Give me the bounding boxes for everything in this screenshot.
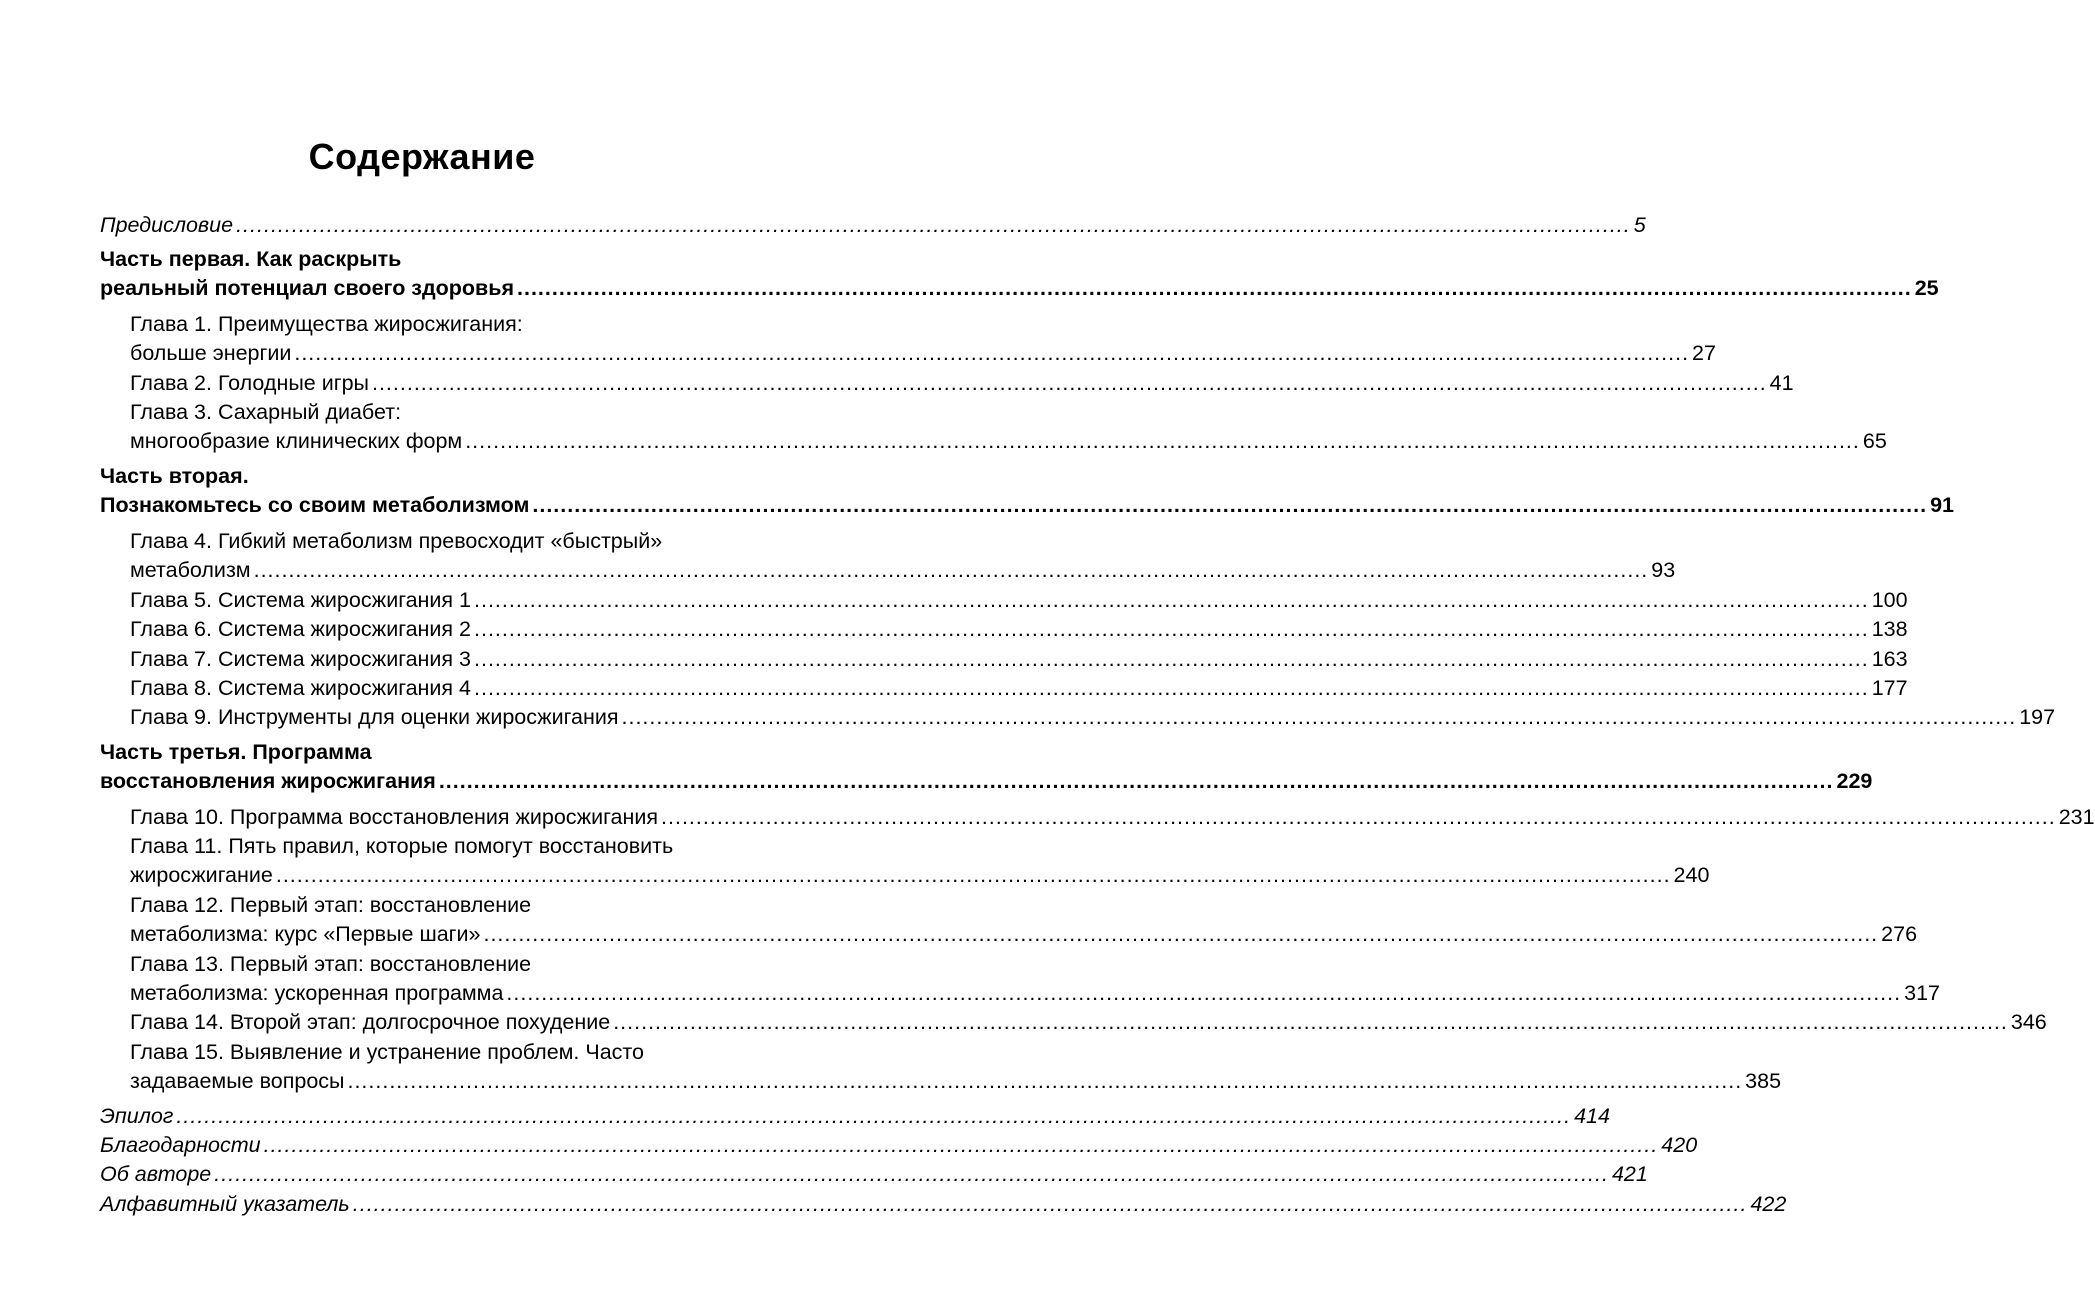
toc-entry-title: Глава 15. Выявление и устранение проблем. Часто (130, 1039, 644, 1064)
toc-page-number: 177 (1871, 676, 1908, 700)
toc-line (130, 803, 2095, 832)
toc-entry-title: Глава 11. Пять правил, которые помогут восстановить (130, 834, 674, 858)
toc-entry-title: реальный потенциал своего здоровья (100, 276, 515, 301)
dot-leader: ........................................................................................................................................................................................................ (506, 980, 1902, 1005)
dot-leader: ........................................................................................................................................................................................................ (438, 768, 1834, 793)
toc-page-number: 229 (1836, 768, 1873, 793)
toc-entry-title: Глава 4. Гибкий метаболизм превосходит «быстрый» (130, 529, 663, 553)
toc-entry-chapter (130, 891, 1918, 949)
toc-entry-title: Глава 14. Второй этап: долгосрочное похудение (130, 1010, 611, 1035)
toc-entry-title: многообразие клинических форм (130, 429, 463, 454)
toc-line (130, 645, 1908, 674)
dot-leader: ........................................................................................................................................................................................................ (176, 1103, 1572, 1128)
dot-leader: ........................................................................................................................................................................................................ (465, 429, 1860, 454)
dot-leader: ........................................................................................................................................................................................................ (294, 341, 1690, 366)
toc-line (130, 891, 771, 920)
toc-page-number: 91 (1930, 493, 1954, 518)
toc-line (130, 674, 1908, 703)
toc-entry-front (100, 211, 1646, 240)
toc-line (100, 738, 771, 767)
toc-line (130, 920, 1918, 949)
toc-line (130, 1008, 2047, 1037)
toc-entry-chapter (130, 674, 1908, 703)
toc-line (130, 1067, 1782, 1096)
toc-line (130, 979, 1940, 1008)
toc-line (130, 586, 1908, 615)
toc-line (100, 274, 1939, 303)
toc-entry-title: Глава 12. Первый этап: восстановление (130, 892, 532, 917)
dot-leader: ........................................................................................................................................................................................................ (474, 646, 1869, 671)
toc-entry-front (100, 1190, 1787, 1219)
toc-entry-chapter (130, 398, 1887, 456)
toc-page-number: 27 (1692, 341, 1716, 366)
toc-entry-title: Глава 7. Система жиросжигания 3 (130, 646, 471, 671)
toc-line (130, 615, 1908, 644)
toc-line (130, 427, 1887, 456)
toc-page-number: 41 (1769, 371, 1794, 395)
toc-entry-title: Глава 10. Программа восстановления жиросжигания (130, 804, 659, 829)
toc-entry-title: Часть вторая. (100, 464, 249, 489)
toc-page-number: 93 (1651, 558, 1676, 582)
dot-leader: ........................................................................................................................................................................................................ (253, 558, 1649, 582)
dot-leader: ........................................................................................................................................................................................................ (517, 276, 1912, 301)
dot-leader: ........................................................................................................................................................................................................ (347, 1068, 1743, 1093)
toc-entry-part (100, 738, 1873, 796)
toc-page-number: 276 (1881, 921, 1918, 946)
toc-entry-chapter (130, 615, 1908, 644)
toc-entry-title: Глава 1. Преимущества жиросжигания: (130, 312, 523, 337)
toc-page-number: 414 (1574, 1103, 1610, 1128)
toc-line (130, 527, 771, 556)
toc-page-number: 65 (1862, 429, 1887, 454)
toc-entry-front (100, 1102, 1610, 1131)
toc-entry-title: Глава 13. Первый этап: восстановление (130, 951, 532, 976)
dot-leader: ........................................................................................................................................................................................................ (483, 921, 1879, 946)
toc-page-number: 240 (1673, 863, 1710, 887)
dot-leader: ........................................................................................................................................................................................................ (532, 493, 1928, 518)
toc-page-number: 385 (1745, 1068, 1782, 1093)
toc-entry-title: Глава 8. Система жиросжигания 4 (130, 676, 471, 700)
toc-entry-title: Глава 2. Голодные игры (130, 371, 369, 395)
toc-entry-title: Часть первая. Как раскрыть (100, 247, 402, 272)
toc-line (100, 462, 771, 491)
toc-entry-chapter (130, 832, 1710, 890)
toc-page-number: 420 (1661, 1133, 1698, 1157)
toc-entry-chapter (130, 645, 1908, 674)
dot-leader: ........................................................................................................................................................................................................ (474, 587, 1869, 612)
toc-entry-front (100, 1131, 1698, 1160)
toc-page-number: 422 (1750, 1191, 1787, 1216)
toc-entry-title: Глава 5. Система жиросжигания 1 (130, 587, 471, 612)
toc-entry-chapter (130, 1008, 2047, 1037)
toc-entry-chapter (130, 803, 2095, 832)
toc-page-number: 163 (1871, 646, 1908, 671)
toc-line (130, 832, 771, 861)
dot-leader: ........................................................................................................................................................................................................ (214, 1162, 1609, 1187)
toc-line (100, 1131, 1698, 1160)
toc-line (100, 491, 1954, 520)
dot-leader: ........................................................................................................................................................................................................ (621, 705, 2017, 730)
toc-line (130, 369, 1794, 398)
toc-entry-part (100, 245, 1939, 303)
dot-leader: ........................................................................................................................................................................................................ (352, 1191, 1748, 1216)
toc-entry-title: жиросжигание (130, 863, 273, 887)
dot-leader: ........................................................................................................................................................................................................ (474, 617, 1869, 642)
toc-entry-chapter (130, 310, 1716, 368)
toc-line (130, 310, 771, 339)
toc-page-number: 197 (2019, 705, 2056, 730)
toc-page-number: 346 (2010, 1010, 2047, 1035)
dot-leader: ........................................................................................................................................................................................................ (275, 863, 1671, 887)
toc-entry-title: Эпилог (100, 1103, 174, 1128)
toc-page-number: 138 (1871, 617, 1908, 642)
toc-entry-chapter (130, 369, 1794, 398)
toc-entry-title: метаболизм (130, 558, 251, 582)
dot-leader: ........................................................................................................................................................................................................ (474, 676, 1869, 700)
toc-page-number: 231 (2058, 804, 2095, 829)
toc-entry-title: Предисловие (100, 213, 234, 237)
toc-entry-title: метаболизма: курс «Первые шаги» (130, 921, 481, 946)
toc-entry-title: Познакомьтесь со своим метаболизмом (100, 493, 530, 518)
toc-entry-title: Глава 9. Инструменты для оценки жиросжигания (130, 705, 619, 730)
toc-line (100, 245, 771, 274)
toc-entry-title: восстановления жиросжигания (100, 768, 436, 793)
dot-leader: ........................................................................................................................................................................................................ (371, 371, 1767, 395)
toc-line (100, 1102, 1610, 1131)
toc-line (100, 767, 1873, 796)
toc-page-number: 5 (1633, 213, 1646, 237)
dot-leader: ........................................................................................................................................................................................................ (661, 804, 2056, 829)
toc-entry-title: Глава 3. Сахарный диабет: (130, 400, 402, 425)
toc-line (130, 339, 1716, 368)
toc-line (100, 1190, 1787, 1219)
toc-line (130, 861, 1710, 890)
toc-entry-title: метаболизма: ускоренная программа (130, 980, 504, 1005)
toc-line (100, 1160, 1648, 1189)
toc-entry-title: больше энергии (130, 341, 292, 366)
toc-entry-title: Благодарности (100, 1133, 261, 1157)
toc-page-number: 421 (1611, 1162, 1648, 1187)
toc-entry-title: Алфавитный указатель (100, 1191, 350, 1216)
toc-line (130, 398, 771, 427)
toc-entry-chapter (130, 950, 1940, 1008)
toc-page-number: 100 (1871, 587, 1908, 612)
dot-leader: ........................................................................................................................................................................................................ (263, 1133, 1659, 1157)
toc-entry-chapter (130, 527, 1676, 585)
toc-entry-part (100, 462, 1954, 520)
toc-line (100, 211, 1646, 240)
toc-line (130, 703, 2056, 732)
toc-page-number: 25 (1914, 276, 1939, 301)
toc-page-number: 317 (1904, 980, 1940, 1005)
toc-entry-title: Часть третья. Программа (100, 739, 372, 764)
toc-entry-title: задаваемые вопросы (130, 1068, 345, 1093)
toc-entry-title: Глава 6. Система жиросжигания 2 (130, 617, 471, 642)
toc-line (130, 556, 1676, 585)
dot-leader: ........................................................................................................................................................................................................ (236, 213, 1631, 237)
toc-entry-chapter (130, 703, 2056, 732)
toc-entry-chapter (130, 586, 1908, 615)
toc-line (130, 950, 771, 979)
toc-entry-chapter (130, 1038, 1782, 1096)
toc-line (130, 1038, 771, 1067)
dot-leader: ........................................................................................................................................................................................................ (613, 1010, 2008, 1035)
page-title: Содержание (308, 136, 536, 178)
toc-entry-front (100, 1160, 1648, 1189)
toc-entry-title: Об авторе (100, 1162, 212, 1187)
